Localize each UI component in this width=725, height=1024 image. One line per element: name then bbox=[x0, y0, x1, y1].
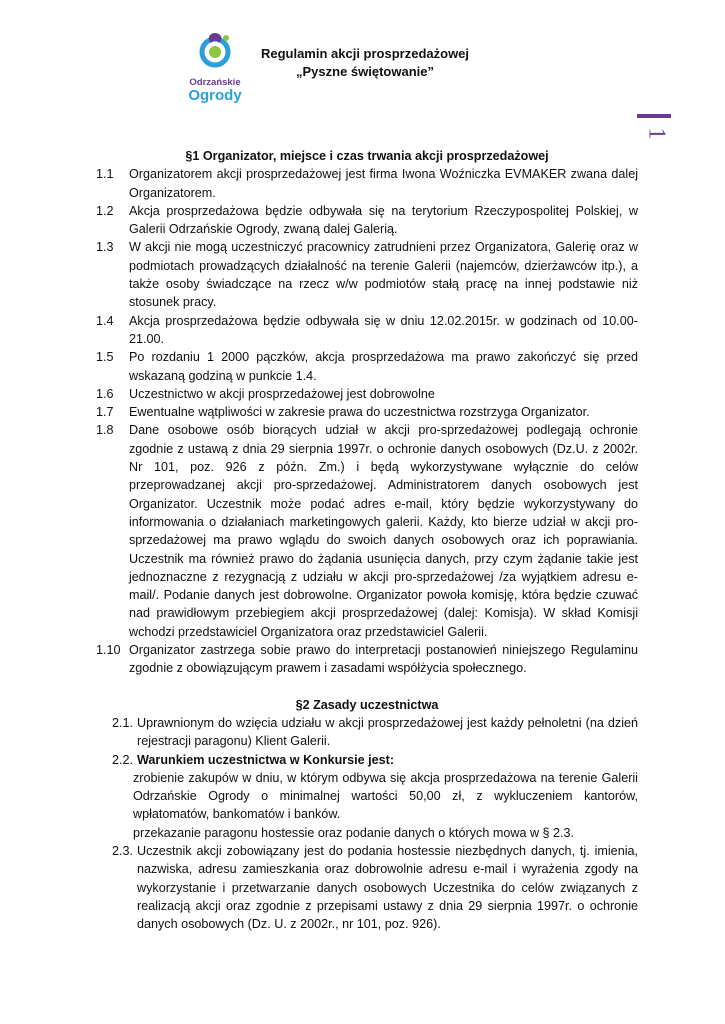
list-item bbox=[96, 312, 638, 349]
item-number: 1.4 bbox=[96, 313, 114, 328]
item-text: Uczestnik akcji zobowiązany jest do podania hostessie niezbędnych danych, tj. imienia, nazwiska, adresu zamieszkania oraz dobrowolnie adresu e-mail i wyrażenia zgody na wykorzystanie i przetwarzanie danych osobowych Uczestnika do celów związanych z realizacją akcji oraz zgodnie z przepisami ustawy z dnia 29 sierpnia 1997r. o ochronie danych osobowych (Dz. U. z 2002r., nr 101, poz. 926). bbox=[137, 843, 638, 932]
title-line-2: „Pyszne świętowanie” bbox=[296, 64, 434, 79]
item-number: 1.8 bbox=[96, 423, 114, 438]
item-text: Uczestnictwo w akcji prosprzedażowej jest dobrowolne bbox=[129, 386, 435, 401]
title-line-1: Regulamin akcji prosprzedażowej bbox=[260, 46, 470, 61]
list-item bbox=[96, 348, 638, 385]
item-heading: Warunkiem uczestnictwa w Konkursie jest: bbox=[137, 752, 395, 767]
item-number: 1.3 bbox=[96, 240, 114, 255]
item-text: W akcji nie mogą uczestniczyć pracownicy zatrudnieni przez Organizatora, Galerię oraz w podmiotach prowadzących działalność na terenie Galerii (najemców, dzierżawców itp.), a także osoby świadczące na rzecz w/w podmiotów stałą pracę na innej podstawie niż stosunek pracy. bbox=[129, 240, 638, 310]
section-2-heading: §2 Zasady uczestnictwa bbox=[295, 697, 439, 712]
section-1-list bbox=[96, 165, 638, 677]
document-body bbox=[96, 147, 638, 933]
logo bbox=[180, 30, 250, 104]
document-title bbox=[250, 45, 480, 81]
list-item bbox=[96, 165, 638, 202]
condition-receipt: przekazanie paragonu hostessie oraz podanie danych o których mowa w § 2.3. bbox=[133, 825, 575, 840]
item-number: 2.2. bbox=[111, 752, 133, 767]
item-text: Akcja prosprzedażowa będzie odbywała się na terytorium Rzeczypospolitej Polskiej, w Galerii Odrzańskie Ogrody, zwaną dalej Galerią. bbox=[129, 203, 638, 237]
logo-icon bbox=[195, 30, 235, 70]
item-text: Ewentualne wątpliwości w zakresie prawa do uczestnictwa rozstrzyga Organizator. bbox=[129, 405, 590, 420]
item-text: Organizatorem akcji prosprzedażowej jest firma Iwona Woźniczka EVMAKER zwana dalej Organizatorem. bbox=[129, 167, 638, 200]
logo-text-top: Odrzańskie bbox=[189, 77, 241, 88]
section-1-heading: §1 Organizator, miejsce i czas trwania akcji prosprzedażowej bbox=[185, 149, 549, 163]
item-text: Organizator zastrzega sobie prawo do interpretacji postanowień niniejszego Regulaminu zgodnie z obowiązującym prawem i zasadami współżycia społecznego. bbox=[129, 643, 638, 676]
list-item bbox=[96, 403, 638, 421]
condition-purchase: zrobienie zakupów w dniu, w którym odbywa się akcja prosprzedażowa na terenie Galerii Odrzańskie Ogrody o minimalnej wartości 50,00 zł, z wykluczeniem kantorów, wpłatomatów, bankomatów i banków. bbox=[133, 770, 638, 822]
item-number: 1.2 bbox=[96, 203, 114, 218]
list-item bbox=[96, 238, 638, 311]
item-number: 2.1. bbox=[111, 715, 133, 730]
list-item-2-3 bbox=[96, 842, 638, 933]
page-number bbox=[643, 117, 670, 147]
item-text: Dane osobowe osób biorących udział w akcji pro-sprzedażowej podlegają ochronie zgodnie z ustawą z dnia 29 sierpnia 1997r. o ochronie danych osobowych (Dz.U. z 2002r. Nr 101, poz. 926 z późn. Zm.) i będą wykorzystywane wyłącznie do celów przeprowadzanej akcji pro-sprzedażowej. Administratorem danych osobowych jest Organizator. Uczestnik może podać adres e-mail, który będzie wykorzystywany do informowania o działaniach marketingowych galerii. Każdy, kto bierze udział w akcji pro-sprzedażowej ma prawo wglądu do swoich danych osobowych oraz ich poprawiania. Uczestnik ma również prawo do żądania usunięcia danych, przy czym żądanie takie jest jednoznaczne z rezygnacją z udziału w akcji pro-sprzedażowej /za wyjątkiem adresu e-mail/. Podanie danych jest dobrowolne. Organizator powoła komisję, która będzie czuwać nad prawidłowym przebiegiem akcji prosprzedażowej (dalej: Komisja). W skład Komisji wchodzi przedstawiciel Organizatora oraz przedstawiciel Galerii. bbox=[129, 423, 638, 639]
item-text: Akcja prosprzedażowa będzie odbywała się w dniu 12.02.2015r. w godzinach od 10.00-21.00. bbox=[129, 313, 638, 346]
logo-text-bottom: Ogrody bbox=[188, 87, 242, 104]
item-number: 1.7 bbox=[96, 405, 114, 420]
list-item bbox=[96, 641, 638, 678]
list-item-2-1 bbox=[96, 714, 638, 751]
list-item bbox=[96, 385, 638, 403]
item-number: 1.5 bbox=[96, 350, 114, 365]
item-number: 1.1 bbox=[96, 167, 114, 182]
list-item bbox=[96, 421, 638, 641]
page-number-value: 1 bbox=[643, 127, 670, 140]
list-item-2-2 bbox=[96, 751, 638, 769]
item-number: 2.3. bbox=[111, 843, 133, 858]
list-item bbox=[96, 202, 638, 239]
item-text: Uprawnionym do wzięcia udziału w akcji prosprzedażowej jest każdy pełnoletni (na dzień rejestracji paragonu) Klient Galerii. bbox=[137, 715, 638, 749]
item-number: 1.10 bbox=[96, 643, 121, 658]
item-number: 1.6 bbox=[96, 386, 114, 401]
item-text: Po rozdaniu 1 2000 pączków, akcja prosprzedażowa ma prawo zakończyć się przed wskazaną godziną w punkcie 1.4. bbox=[129, 350, 638, 383]
